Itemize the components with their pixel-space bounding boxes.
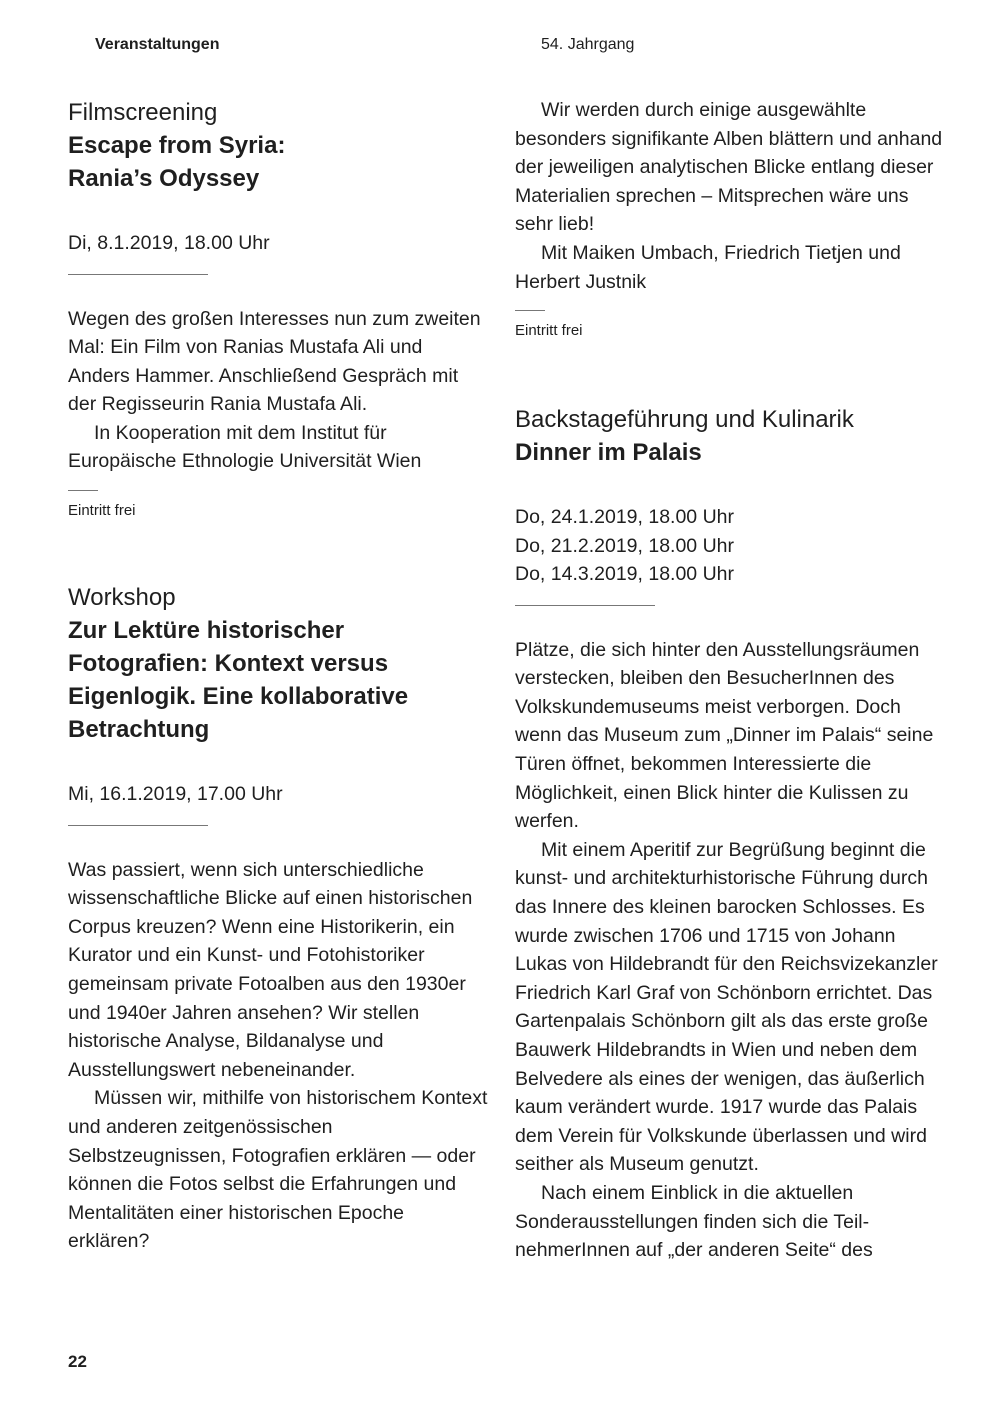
admission-note: Eintritt frei (68, 502, 136, 520)
event-date: Do, 21.2.2019, 18.00 Uhr (515, 534, 734, 557)
description-paragraph: Was passiert, wenn sich unterschiedliche wissenschaftliche Blicke auf einen historischen Corpus kreuzen? Wenn eine Historikerin, ein Kurator und ein Kunst- und Fotohistoriker gemeinsam private Fotoalben aus den 1930er und 1940er Jahren ansehen? Wir stellen historische Analyse, Bildanalyse und Ausstellungswert nebeneinander. (68, 858, 473, 1081)
event-title-line: Zur Lektüre historischer (68, 617, 345, 645)
event-kicker: Workshop (68, 584, 176, 612)
event-dates (515, 503, 945, 589)
admission-note: Eintritt frei (515, 322, 583, 340)
event-date: Mi, 16.1.2019, 17.00 Uhr (68, 783, 283, 806)
description-paragraph: Mit einem Aperitif zur Begrüßung beginnt die kunst- und architekturhistorische Führung durch das Innere des kleinen barocken Schlosses. Es wurde zwischen 1706 und 1715 von Johann Lukas von Hildebrandt für den Reichsvizekanzler Friedrich Karl Graf von Schönborn errichtet. Das Gartenpalais Schönborn gilt als das erste große Bauwerk Hildebrandts in Wien und neben dem Belvedere als eines der wenigen, das äußerlich kaum verändert wurde. 1917 wurde das Palais dem Verein für Volkskunde überlassen und wird seither als Museum genutzt. (515, 838, 938, 1176)
description-paragraph: Mit Maiken Umbach, Friedrich Tietjen und Herbert Justnik (515, 241, 901, 293)
event-title-line: Betrachtung (68, 716, 210, 744)
description-paragraph: Plätze, die sich hinter den Ausstellungsräumen verstecken, bleiben den BesucherInnen des Volkskundemuseums meist verborgen. Doch wenn das Museum zum „Dinner im Palais“ seine Türen öffnet, bekommen Interessierte die Möglichkeit, einen Blick hinter die Kulissen zu werfen. (515, 638, 934, 833)
event-workshop (68, 581, 488, 1256)
description-paragraph: Nach einem Einblick in die aktuellen Sonderausstellungen finden sich die TeilnehmerInnen auf „der anderen Seite“ des (515, 1181, 873, 1262)
page-number: 22 (68, 1352, 87, 1371)
event-title-line: Fotografien: Kontext versus (68, 650, 389, 678)
event-filmscreening (68, 96, 488, 521)
right-column (515, 96, 945, 1265)
event-description (515, 636, 945, 1265)
event-title-line: Escape from Syria: (68, 132, 286, 159)
event-title (515, 436, 945, 469)
description-paragraph: In Kooperation mit dem Institut für Europäische Ethnologie Universität Wien (68, 421, 422, 473)
event-title-line: Eigenlogik. Eine kollaborative (68, 683, 409, 711)
section-header: Veranstaltungen (95, 36, 220, 53)
event-title-line: Dinner im Palais (515, 439, 702, 467)
divider-rule (68, 274, 208, 275)
event-kicker: Filmscreening (68, 99, 218, 126)
volume-header: 54. Jahrgang (541, 36, 635, 53)
event-description (515, 96, 945, 296)
event-dinner (515, 403, 945, 1265)
left-column (68, 96, 488, 1256)
event-date: Do, 24.1.2019, 18.00 Uhr (515, 506, 734, 529)
divider-rule (68, 825, 208, 826)
workshop-continuation (515, 96, 945, 341)
event-description (68, 856, 488, 1256)
event-kicker: Backstageführung und Kulinarik (515, 406, 854, 434)
event-date: Di, 8.1.2019, 18.00 Uhr (68, 232, 270, 254)
short-divider-rule (515, 310, 545, 311)
description-paragraph: Müssen wir, mithilfe von historischem Kontext und anderen zeitgenössischen Selbstzeugnissen, Fotografien erklären — oder können die Fotos selbst die Erfahrungen und Mentalitäten einer historischen Epoche erklären? (68, 1087, 488, 1253)
event-date: Do, 14.3.2019, 18.00 Uhr (515, 563, 734, 586)
short-divider-rule (68, 490, 98, 491)
event-title-line: Rania’s Odyssey (68, 165, 260, 192)
event-dates (68, 229, 488, 258)
description-paragraph: Wegen des großen Interesses nun zum zweiten Mal: Ein Film von Ranias Mustafa Ali und Anders Hammer. Anschließend Gespräch mit der Regisseurin Rania Mustafa Ali. (68, 307, 481, 416)
event-title (68, 129, 488, 195)
event-dates (68, 780, 488, 809)
event-title (68, 614, 488, 746)
divider-rule (515, 605, 655, 606)
event-description (68, 305, 488, 477)
description-paragraph: Wir werden durch einige ausgewählte besonders signifikante Alben blättern und anhand der jeweiligen analytischen Blicke entlang dieser Materialien sprechen – Mitsprechen wäre uns sehr lieb! (515, 99, 943, 236)
